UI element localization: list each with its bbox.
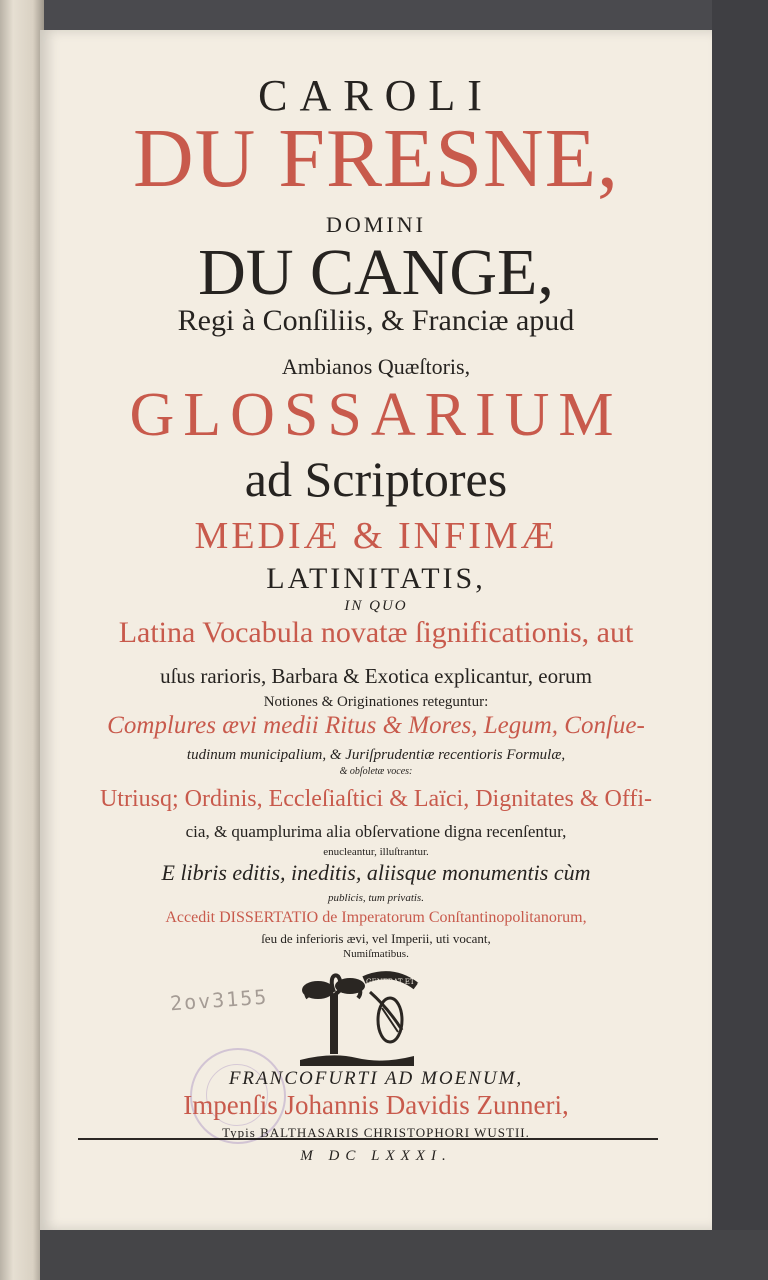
author-office-1: Regi à Conſiliis, & Franciæ apud [177,304,575,337]
description-line-4: Complures ævi medii Ritus & Mores, Legum, Conſue- [107,712,645,739]
description-line-1: Latina Vocabula novatæ ſignificationis, aut [118,616,634,649]
imprint-printer: Typis BALTHASARIS CHRISTOPHORI WUSTII. [222,1125,530,1140]
description-line-5: tudinum municipalium, & Juriſprudentiæ recentioris Formulæ, [186,747,566,763]
imprint-date: M DC LXXXI. [300,1148,452,1164]
printers-device-emblem [292,968,447,1068]
work-subtitle-3: LATINITATIS, [266,562,486,595]
description-line-7: Utriusq; Ordinis, Eccleſiaſtici & Laïci, Dignitates & Offi- [99,786,653,812]
in-quo: IN QUO [344,598,408,614]
background-bottom [40,1230,768,1280]
author-surname: DU FRESNE, [132,112,620,205]
author-office-2: Ambianos Quæſtoris, [281,354,471,379]
imprint-publisher: Impenſis Johannis Davidis Zunneri, [183,1090,569,1120]
author-forename: CAROLI [258,71,494,120]
description-line-6: & obſoletæ voces: [339,766,413,777]
work-title: GLOSSARIUM [129,381,623,449]
dissertation-line-1: Accedit DISSERTATIO de Imperatorum Conſtantinopolitanorum, [165,909,587,926]
description-line-2: uſus rarioris, Barbara & Exotica explicantur, eorum [160,664,592,688]
sources-line-1: E libris editis, ineditis, aliisque monumentis cùm [161,860,591,885]
description-line-3: Notiones & Originationes reteguntur: [263,694,489,710]
emblem-motto: GENERAT ET NUTRIT [366,978,447,986]
work-subtitle-2: MEDIÆ & INFIMÆ [194,515,558,557]
description-line-8: cia, & quamplurima alia obſervatione digna recenſentur, [185,822,567,841]
description-line-9: enucleantur, illuſtrantur. [323,846,429,858]
imprint-place: FRANCOFURTI AD MOENUM, [228,1068,524,1089]
title-page [40,30,712,1230]
author-seat: DU CANGE, [198,236,554,309]
dissertation-line-2: ſeu de inferioris ævi, vel Imperii, uti vocant, [261,931,491,946]
dissertation-line-3: Numiſmatibus. [343,948,409,960]
handwritten-shelfmark: 2ov3155 [169,984,270,1016]
background-right [712,0,768,1280]
facing-leaf [0,0,44,1280]
author-title: DOMINI [326,212,426,237]
work-subtitle-1: ad Scriptores [244,451,508,507]
sources-line-2: publicis, tum privatis. [328,892,424,904]
